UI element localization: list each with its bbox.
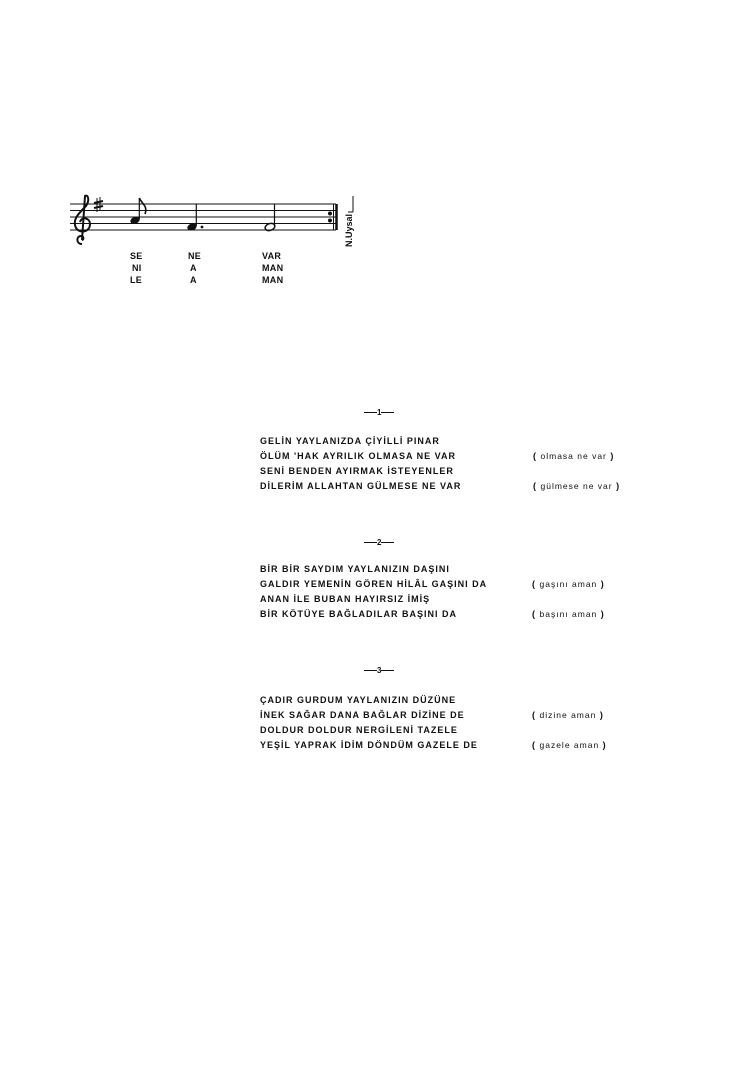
- half-note-icon: [264, 204, 276, 232]
- syllable: VAR: [262, 251, 282, 261]
- syllable: LE: [130, 275, 143, 285]
- verse-line: BİR BİR SAYDIM YAYLANIZIN DAŞINI: [260, 564, 450, 574]
- verse-line: İNEK SAĞAR DANA BAĞLAR DİZİNE DE: [260, 710, 465, 720]
- eighth-note-icon: [129, 198, 145, 225]
- dotted-quarter-note-icon: [186, 204, 203, 232]
- syllable: MAN: [262, 275, 284, 285]
- verse-number: 1: [364, 408, 394, 417]
- music-staff: [68, 192, 358, 252]
- verse-line: DOLDUR DOLDUR NERGİLENİ TAZELE: [260, 725, 458, 735]
- syllable: A: [190, 263, 197, 273]
- verse-line: SENİ BENDEN AYIRMAK İSTEYENLER: [260, 466, 454, 476]
- verse-line: DİLERİM ALLAHTAN GÜLMESE NE VAR: [260, 481, 462, 491]
- verse-number: 3: [364, 666, 394, 675]
- syllable: NI: [132, 263, 142, 273]
- verse-line: ÇADIR GURDUM YAYLANIZIN DÜZÜNE: [260, 695, 457, 705]
- syllable: SE: [130, 251, 143, 261]
- refrain-annotation: ( dizine aman ): [532, 710, 604, 720]
- verse-line: YEŞİL YAPRAK İDİM DÖNDÜM GAZELE DE: [260, 740, 478, 750]
- verse-line: ANAN İLE BUBAN HAYIRSIZ İMİŞ: [260, 594, 431, 604]
- verse-line: BİR KÖTÜYE BAĞLADILAR BAŞINI DA: [260, 609, 457, 619]
- verse-number: 2: [364, 538, 394, 547]
- refrain-annotation: ( olmasa ne var ): [533, 451, 615, 461]
- author-credit: N.Uysal: [344, 213, 354, 247]
- refrain-annotation: ( gülmese ne var ): [533, 481, 621, 491]
- syllable: NE: [188, 251, 202, 261]
- refrain-annotation: ( başını aman ): [532, 609, 605, 619]
- end-bracket-icon: [348, 196, 353, 212]
- syllable: A: [190, 275, 197, 285]
- refrain-annotation: ( gazele aman ): [532, 740, 607, 750]
- verse-line: ÖLÜM 'HAK AYRILIK OLMASA NE VAR: [260, 451, 456, 461]
- verse-line: GALDIR YEMENİN GÖREN HİLÂL GAŞINI DA: [260, 579, 488, 589]
- treble-clef-icon: [75, 196, 90, 244]
- syllable: MAN: [262, 263, 284, 273]
- refrain-annotation: ( gaşını aman ): [532, 579, 605, 589]
- verse-line: GELİN YAYLANIZDA ÇİYİLLİ PINAR: [260, 436, 440, 446]
